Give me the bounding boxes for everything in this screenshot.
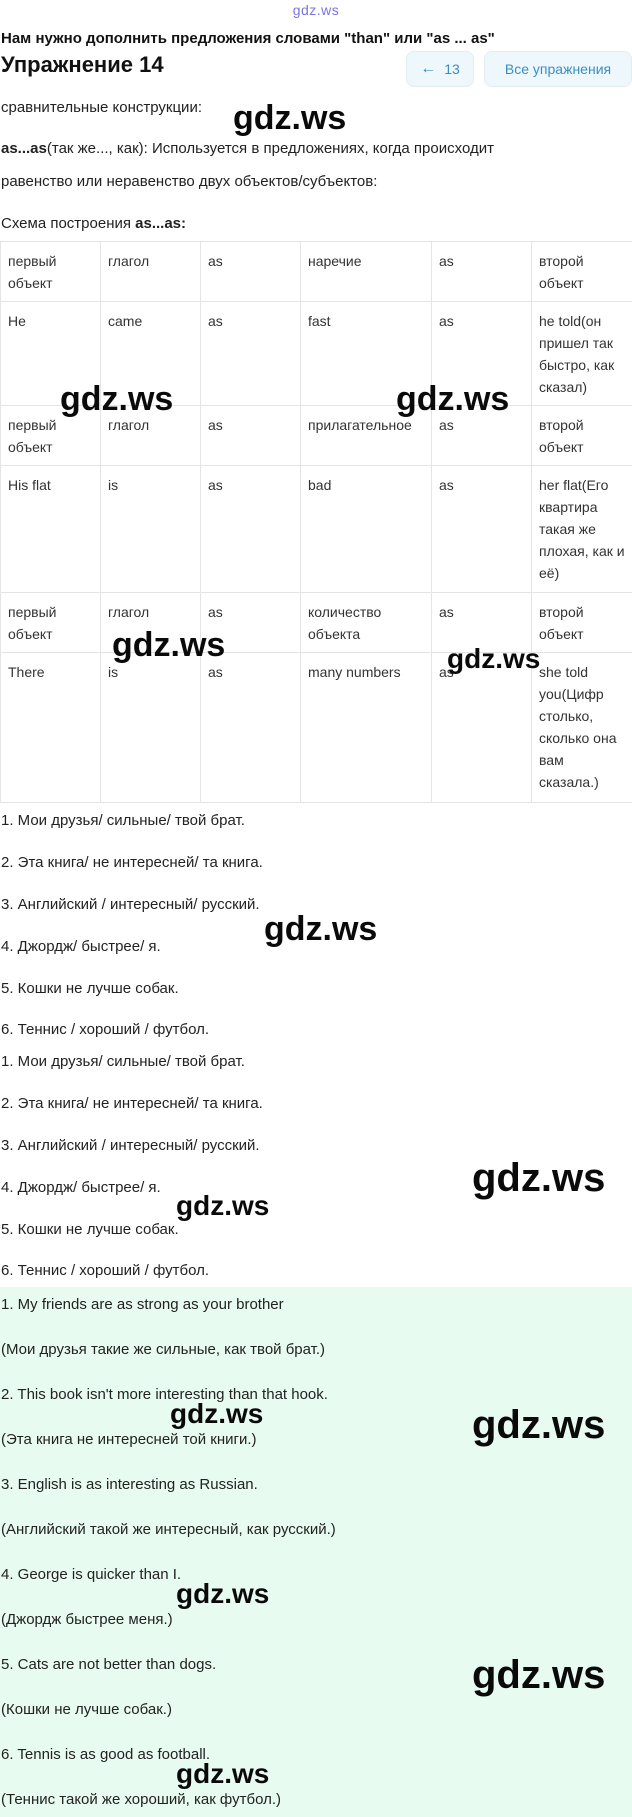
table-cell: as (432, 593, 532, 653)
task-item: 3. Английский / интересный/ русский. (1, 896, 260, 913)
table-cell: наречие (301, 242, 432, 302)
watermark: gdz.ws (176, 1190, 270, 1221)
watermark: gdz.ws (176, 1758, 270, 1789)
watermark: gdz.ws (233, 99, 347, 137)
table-cell: as (201, 302, 301, 406)
table-cell: второй объект (532, 406, 632, 466)
watermark: gdz.ws (264, 910, 378, 948)
task-item: 4. Джордж/ быстрее/ я. (1, 1179, 161, 1196)
asas-description: (так же..., как): Используется в предложениях, когда происходит (46, 140, 494, 157)
prev-exercise-button[interactable] (406, 51, 474, 87)
answer-line: 4. George is quicker than I. (1, 1566, 182, 1583)
table-cell: as (432, 466, 532, 593)
task-item: 1. Мои друзья/ сильные/ твой брат. (1, 812, 245, 829)
table-row (1, 242, 632, 302)
asas-definition (1, 140, 494, 157)
task-item: 4. Джордж/ быстрее/ я. (1, 938, 161, 955)
table-cell: as (432, 242, 532, 302)
intro-line: равенство или неравенство двух объектов/субъектов: (1, 173, 378, 190)
watermark: gdz.ws (176, 1578, 270, 1609)
table-cell: as (201, 406, 301, 466)
table-cell: as (201, 242, 301, 302)
answer-translation: (Джордж быстрее меня.) (1, 1611, 173, 1628)
table-cell: глагол (101, 406, 201, 466)
answer-translation: (Эта книга не интересней той книги.) (1, 1431, 257, 1448)
table-cell: глагол (101, 242, 201, 302)
table-cell: as (201, 466, 301, 593)
table-cell: второй объект (532, 593, 632, 653)
page-title: Упражнение 14 (1, 52, 164, 77)
answer-line: 2. This book isn't more interesting than that hook. (1, 1386, 328, 1403)
task-item: 2. Эта книга/ не интересней/ та книга. (1, 854, 263, 871)
table-row (1, 466, 632, 593)
task-item: 3. Английский / интересный/ русский. (1, 1137, 260, 1154)
task-item: 5. Кошки не лучше собак. (1, 1221, 179, 1238)
table-cell: many numbers (301, 653, 432, 803)
table-cell: she told you(Цифр столько, сколько она вам сказала.) (532, 653, 632, 803)
answer-translation: (Английский такой же интересный, как русский.) (1, 1521, 336, 1538)
task-item: 1. Мои друзья/ сильные/ твой брат. (1, 1053, 245, 1070)
watermark: gdz.ws (472, 1403, 606, 1447)
table-cell: as (201, 653, 301, 803)
table-cell: прилагательное (301, 406, 432, 466)
table-cell: первый объект (1, 242, 101, 302)
all-exercises-button[interactable]: Все упражнения (484, 51, 632, 87)
task-item: 6. Теннис / хороший / футбол. (1, 1262, 210, 1279)
table-cell: is (101, 466, 201, 593)
table-cell: He (1, 302, 101, 406)
prev-exercise-label: 13 (444, 61, 460, 77)
schema-heading (1, 215, 186, 232)
schema-table (0, 241, 632, 803)
watermark: gdz.ws (396, 380, 510, 418)
watermark: gdz.ws (112, 626, 226, 664)
task-item: 5. Кошки не лучше собак. (1, 980, 179, 997)
table-cell: первый объект (1, 406, 101, 466)
schema-prefix: Схема построения (1, 215, 136, 232)
table-cell: There (1, 653, 101, 803)
watermark: gdz.ws (170, 1398, 264, 1429)
answers-block (0, 1287, 632, 1817)
arrow-left-icon: ← (420, 60, 437, 77)
table-cell: количество объекта (301, 593, 432, 653)
task-item: 2. Эта книга/ не интересней/ та книга. (1, 1095, 263, 1112)
table-cell: her flat(Его квартира такая же плохая, как и её) (532, 466, 632, 593)
answer-translation: (Теннис такой же хороший, как футбол.) (1, 1791, 281, 1808)
table-cell: глагол (101, 593, 201, 653)
table-row (1, 653, 632, 803)
table-cell: as (201, 593, 301, 653)
task-statement: Нам нужно дополнить предложения словами "than" или "as ... as" (1, 30, 495, 47)
table-cell: he told(он пришел так быстро, как сказал) (532, 302, 632, 406)
intro-line: сравнительные конструкции: (1, 99, 202, 116)
task-item: 6. Теннис / хороший / футбол. (1, 1021, 210, 1038)
schema-term: as...as: (135, 215, 187, 232)
watermark: gdz.ws (472, 1653, 606, 1697)
answer-line: 1. My friends are as strong as your brother (1, 1296, 284, 1313)
table-cell: as (432, 302, 532, 406)
table-cell: His flat (1, 466, 101, 593)
table-cell: первый объект (1, 593, 101, 653)
answer-line: 6. Tennis is as good as football. (1, 1746, 211, 1763)
watermark: gdz.ws (472, 1156, 606, 1200)
watermark: gdz.ws (60, 380, 174, 418)
table-cell: is (101, 653, 201, 803)
table-cell: второй объект (532, 242, 632, 302)
site-logo[interactable]: gdz.ws (292, 2, 340, 18)
table-cell: as (432, 406, 532, 466)
table-cell: bad (301, 466, 432, 593)
asas-term: as...as (1, 140, 47, 157)
watermark: gdz.ws (447, 643, 541, 674)
answer-translation: (Кошки не лучше собак.) (1, 1701, 172, 1718)
table-cell: came (101, 302, 201, 406)
answer-line: 3. English is as interesting as Russian. (1, 1476, 258, 1493)
answer-translation: (Мои друзья такие же сильные, как твой брат.) (1, 1341, 326, 1358)
table-cell: as (432, 653, 532, 803)
answer-line: 5. Cats are not better than dogs. (1, 1656, 217, 1673)
table-cell: fast (301, 302, 432, 406)
